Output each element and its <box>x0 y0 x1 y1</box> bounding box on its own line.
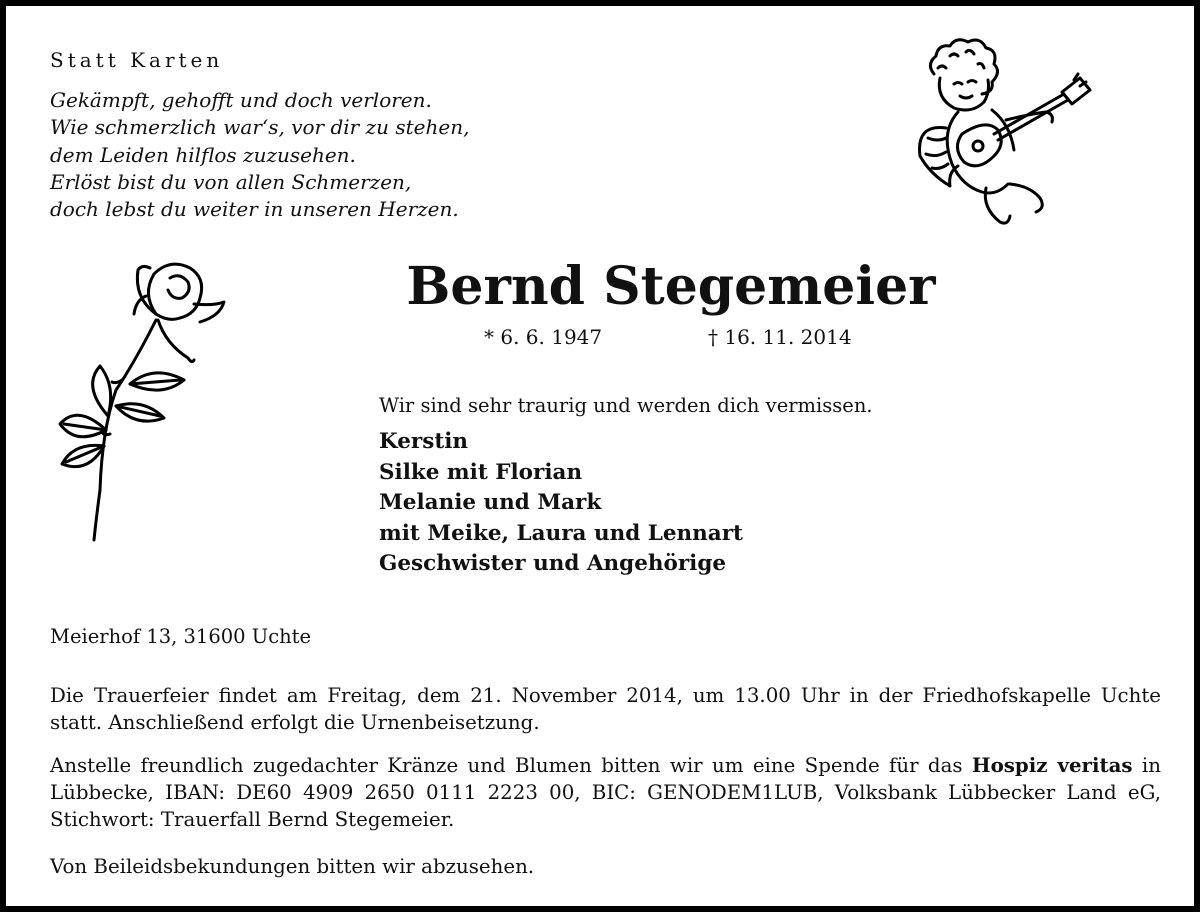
rose-illustration <box>46 256 236 556</box>
donation-text-end: in Lübbecke, IBAN: DE60 4909 2650 0111 2223 00, BIC: GENODEM1LUB, Volksbank Lübbecker Land eG, Stichwort: Trauerfall Bernd Stegemeier. <box>50 754 1162 831</box>
family-member: Kerstin <box>379 429 469 454</box>
funeral-paragraph: Die Trauerfeier findet am Freitag, dem 21. November 2014, um 13.00 Uhr in der Friedhofskapelle Uchte statt. Anschließend erfolgt die Urnenbeisetzung. <box>50 684 1161 734</box>
death-date: † 16. 11. 2014 <box>708 325 852 349</box>
statt-karten-label: Statt Karten <box>50 48 224 72</box>
donation-paragraph <box>50 752 1161 833</box>
family-member: mit Meike, Laura und Lennart <box>379 520 743 546</box>
poem-line: Gekämpft, gehofft und doch verloren. <box>50 88 432 112</box>
family-list <box>379 427 743 580</box>
poem-line: Wie schmerzlich war‘s, vor dir zu stehen, <box>50 115 470 140</box>
family-member: Melanie und Mark <box>379 490 602 515</box>
poem-line: dem Leiden hilflos zuzusehen. <box>50 142 356 167</box>
poem-line: doch lebst du weiter in unseren Herzen. <box>50 197 459 222</box>
birth-date: * 6. 6. 1947 <box>484 325 603 349</box>
hospiz-name: Hospiz veritas <box>971 753 1133 777</box>
address: Meierhof 13, 31600 Uchte <box>50 625 312 648</box>
deceased-name: Bernd Stegemeier <box>406 256 936 317</box>
poem <box>50 87 469 223</box>
poem-line: Erlöst bist du von allen Schmerzen, <box>50 169 412 194</box>
family-member: Geschwister und Angehörige <box>379 551 727 576</box>
condolence-paragraph: Von Beileidsbekundungen bitten wir abzusehen. <box>50 855 535 878</box>
mourning-line: Wir sind sehr traurig und werden dich vermissen. <box>379 394 873 417</box>
family-member: Silke mit Florian <box>379 459 583 485</box>
angel-guitar-illustration <box>906 38 1106 228</box>
donation-text-start: Anstelle freundlich zugedachter Kränze und Blumen bitten wir um eine Spende für das <box>50 754 972 777</box>
